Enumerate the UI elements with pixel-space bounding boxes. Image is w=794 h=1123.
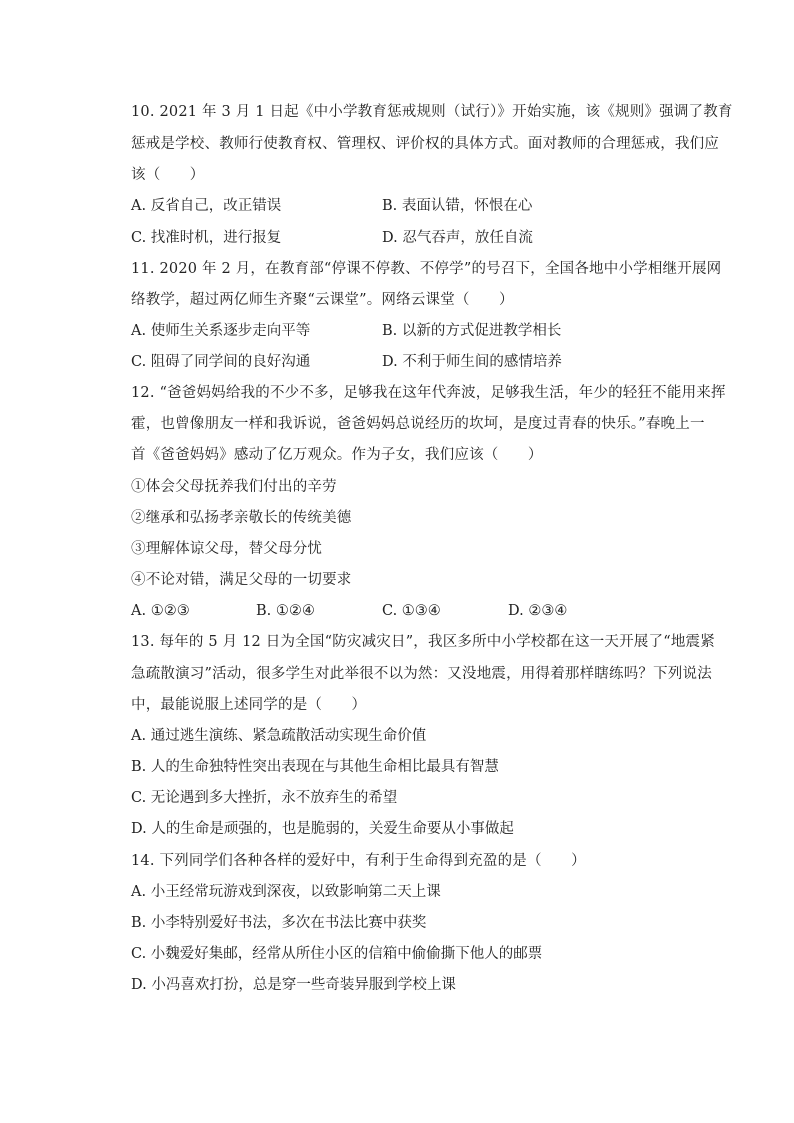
q14-option-b: B. 小李特别爱好书法，多次在书法比赛中获奖 <box>131 915 427 931</box>
q12-statement-1: ①体会父母抚养我们付出的辛劳 <box>131 479 337 495</box>
q11-line-2: 络教学，超过两亿师生齐聚“云课堂”。网络云课堂（ ） <box>131 292 514 308</box>
q12-option-b: B. ①②④ <box>256 603 315 619</box>
q12-option-c: C. ①③④ <box>382 603 441 619</box>
q10-option-a: A. 反省自己，改正错误 <box>131 198 282 214</box>
q11-option-b: B. 以新的方式促进教学相长 <box>382 323 562 339</box>
q12-line-1: 12. “爸爸妈妈给我的不少不多，足够我在这年代奔波，足够我生活，年少的轻狂不能用来挥 <box>131 385 726 401</box>
q14-option-d: D. 小冯喜欢打扮，总是穿一些奇装异服到学校上课 <box>131 977 456 993</box>
q11-line-1: 11. 2020 年 2 月，在教育部“停课不停教、不停学”的号召下，全国各地中小学相继开展网 <box>131 261 722 277</box>
q10-option-c: C. 找准时机，进行报复 <box>131 230 282 246</box>
q10-line-2: 惩戒是学校、教师行使教育权、管理权、评价权的具体方式。面对教师的合理惩戒，我们应 <box>131 136 719 152</box>
q10-option-b: B. 表面认错，怀恨在心 <box>382 198 533 214</box>
q12-statement-2: ②继承和弘扬孝亲敬长的传统美德 <box>131 510 352 526</box>
q13-line-1: 13. 每年的 5 月 12 日为全国“防灾减灾日”，我区多所中小学校都在这一天开展了“地震紧 <box>131 634 715 650</box>
q14-line-1: 14. 下列同学们各种各样的爱好中，有利于生命得到充盈的是（ ） <box>131 853 586 869</box>
q13-option-b: B. 人的生命独特性突出表现在与其他生命相比最具有智慧 <box>131 759 499 775</box>
q12-option-a: A. ①②③ <box>131 603 190 619</box>
q13-line-2: 急疏散演习”活动，很多学生对此举很不以为然：又没地震，用得着那样瞎练吗？下列说法 <box>131 666 712 682</box>
q13-line-3: 中，最能说服上述同学的是（ ） <box>131 697 367 713</box>
q11-option-a: A. 使师生关系逐步走向平等 <box>131 323 311 339</box>
q10-line-1: 10. 2021 年 3 月 1 日起《中小学教育惩戒规则（试行）》开始实施，该《规则》强调了教育 <box>131 104 733 120</box>
q12-line-3: 首《爸爸妈妈》感动了亿万观众。作为子女，我们应该（ ） <box>131 447 543 463</box>
q13-option-a: A. 通过逃生演练、紧急疏散活动实现生命价值 <box>131 728 427 744</box>
q11-option-c: C. 阻碍了同学间的良好沟通 <box>131 354 311 370</box>
q10-line-3: 该（ ） <box>131 167 205 183</box>
q13-option-d: D. 人的生命是顽强的，也是脆弱的，关爱生命要从小事做起 <box>131 821 514 837</box>
q13-option-c: C. 无论遇到多大挫折，永不放弃生的希望 <box>131 790 398 806</box>
q10-option-d: D. 忍气吞声，放任自流 <box>382 230 533 246</box>
q12-option-d: D. ②③④ <box>508 603 568 619</box>
q14-option-c: C. 小魏爱好集邮，经常从所住小区的信箱中偷偷撕下他人的邮票 <box>131 946 543 962</box>
q12-line-2: 霍，也曾像朋友一样和我诉说，爸爸妈妈总说经历的坎坷，是度过青春的快乐。”春晚上一 <box>131 416 705 432</box>
q11-option-d: D. 不利于师生间的感情培养 <box>382 354 562 370</box>
q12-statement-3: ③理解体谅父母，替父母分忧 <box>131 541 323 557</box>
q12-statement-4: ④不论对错，满足父母的一切要求 <box>131 572 352 588</box>
q14-option-a: A. 小王经常玩游戏到深夜，以致影响第二天上课 <box>131 884 441 900</box>
